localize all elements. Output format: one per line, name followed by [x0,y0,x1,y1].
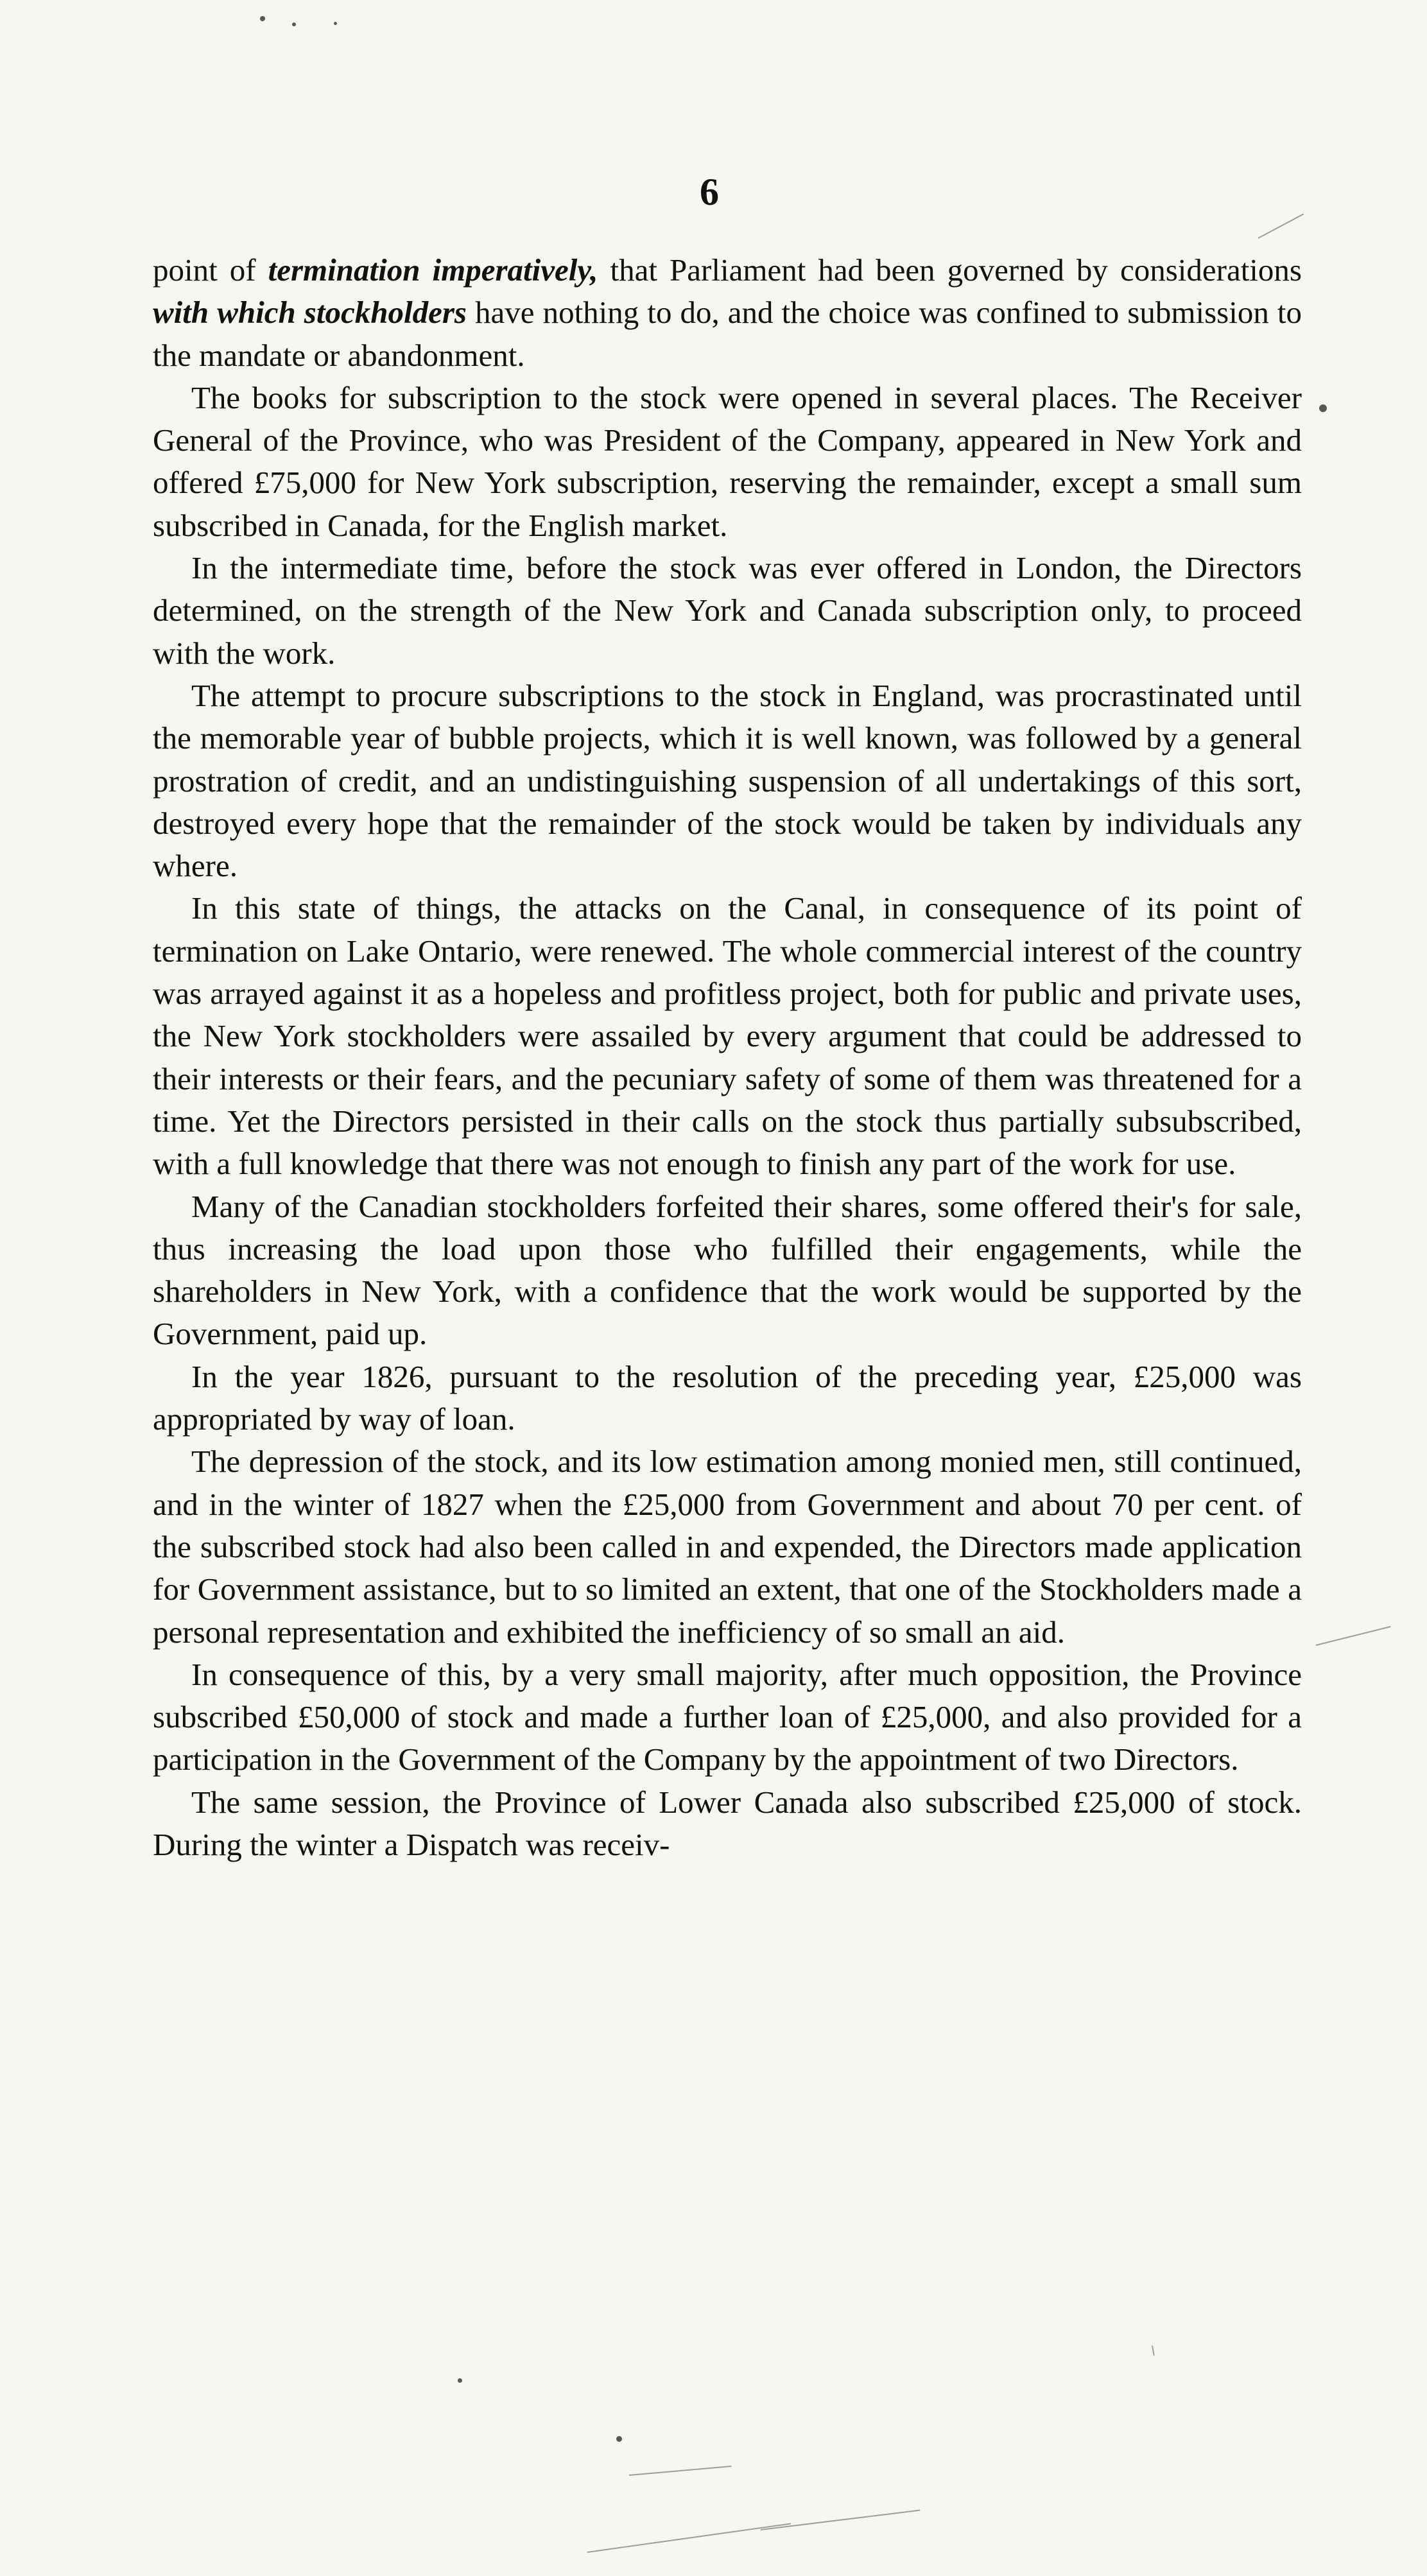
scan-speck [1319,404,1327,412]
paragraph [153,1356,1302,1441]
emphasis-text: termination imperatively, [268,252,598,288]
scan-scratch [1152,2346,1155,2356]
text-segment: The books for subscription to the stock were opened in several places. The Receiver General of the Province, who was President of the Company, appeared in New York and offered £75,000 for New York subscription, reserving the remainder, except a small sum subscribed in Canada, for the English market. [153,379,1302,543]
scan-speck [616,2436,622,2442]
scan-speck [260,16,265,21]
paragraph [153,1440,1302,1653]
paragraph [153,249,1302,377]
paragraph [153,1781,1302,1867]
scan-scratch [587,2523,791,2553]
page-number: 6 [700,171,719,213]
paragraph [153,675,1302,887]
paragraph [153,547,1302,675]
paragraph [153,1654,1302,1781]
text-segment: that Parliament had been governed by considerations [598,252,1302,288]
scan-scratch [1258,214,1304,239]
text-segment: In this state of things, the attacks on the Canal, in consequence of its point of termination on Lake Ontario, were renewed. The whole commercial interest of the country was arrayed against it as a hopeless and profitless project, both for public and private uses, the New York stockholders were assailed by every argument that could be addressed to their interests or their fears, and the pecuniary safety of some of them was threatened for a time. Yet the Directors persisted in their calls on the stock thus partially subsubscribed, with a full knowledge that there was not enough to finish any part of the work for use. [153,890,1302,1182]
scan-scratch [1316,1626,1391,1646]
scan-scratch [761,2510,920,2530]
text-segment: The attempt to procure subscriptions to the stock in England, was procrastinated until the memorable year of bubble projects, which it is well known, was followed by a general prostration of credit, and an undistinguishing suspension of all undertakings of this sort, destroyed every hope that the remainder of the stock would be taken by individuals any where. [153,677,1302,884]
text-segment: have nothing to do, and the choice was confined to submission to the mandate or abandonment. [153,295,1302,373]
text-segment: In the year 1826, pursuant to the resolution of the preceding year, £25,000 was appropriated by way of loan. [153,1358,1302,1437]
paragraph [153,1186,1302,1356]
scan-speck [334,22,337,25]
text-segment: The same session, the Province of Lower Canada also subscribed £25,000 of stock. During the winter a Dispatch was receiv- [153,1784,1302,1862]
scan-speck [458,2378,462,2383]
text-segment: In consequence of this, by a very small majority, after much opposition, the Province subscribed £50,000 of stock and made a further loan of £25,000, and also provided for a participation in the Government of the Company by the appointment of two Directors. [153,1656,1302,1777]
text-segment: point of [153,252,268,288]
text-segment: The depression of the stock, and its low estimation among monied men, still continued, and in the winter of 1827 when the £25,000 from Government and about 70 per cent. of the subscribed stock had also been called in and expended, the Directors made application for Government assistance, but to so limited an extent, that one of the Stockholders made a personal representation and exhibited the inefficiency of so small an aid. [153,1444,1302,1650]
body-text [153,249,1302,1866]
scan-speck [292,22,296,26]
text-segment: Many of the Canadian stockholders forfeited their shares, some offered their's for sale, thus increasing the load upon those who fulfilled their engagements, while the shareholders in New York, with a confidence that the work would be supported by the Government, paid up. [153,1188,1302,1352]
emphasis-text: with which stockholders [153,295,467,331]
text-segment: In the intermediate time, before the stock was ever offered in London, the Directors determined, on the strength of the New York and Canada subscription only, to proceed with the work. [153,550,1302,671]
paragraph [153,377,1302,547]
paragraph [153,887,1302,1185]
scan-scratch [629,2466,732,2476]
